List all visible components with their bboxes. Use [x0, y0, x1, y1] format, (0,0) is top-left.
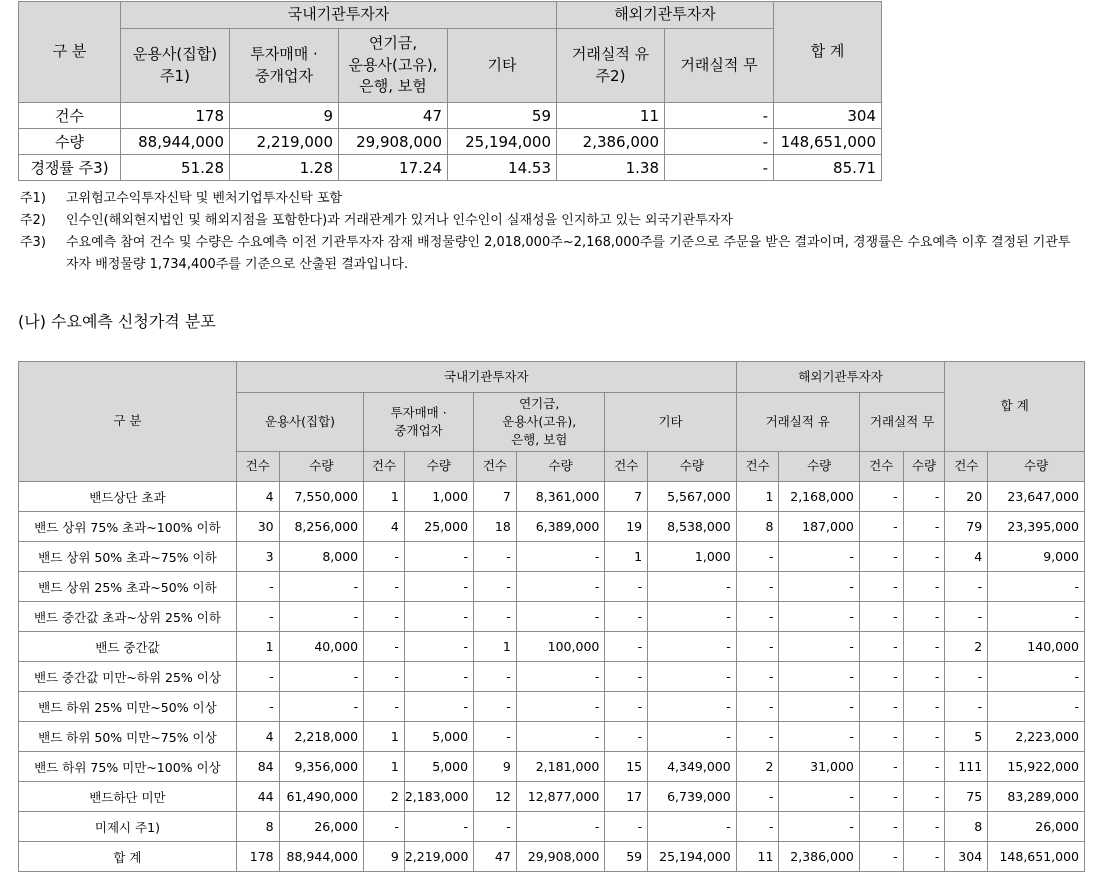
table-cell: 59: [605, 842, 648, 872]
table-cell: -: [779, 782, 859, 812]
table-cell: -: [859, 722, 903, 752]
table-cell: 20: [945, 482, 988, 512]
row-header: 구 분: [19, 362, 237, 482]
table-cell: 2,386,000: [779, 842, 859, 872]
table-cell: -: [736, 572, 779, 602]
row-label: 밴드상단 초과: [19, 482, 237, 512]
foreign-header: 해외기관투자자: [736, 362, 945, 393]
table-cell: 26,000: [279, 812, 364, 842]
table-cell: 111: [945, 752, 988, 782]
table-cell: -: [736, 722, 779, 752]
table-cell: 11: [557, 103, 665, 129]
table-cell: -: [648, 812, 737, 842]
table-cell: -: [404, 572, 473, 602]
table-cell: -: [516, 812, 605, 842]
table-cell: 44: [236, 782, 279, 812]
table-cell: -: [236, 572, 279, 602]
footnote-text: 인수인(해외현지법인 및 해외지점을 포함한다)과 거래관계가 있거나 인수인이 실재성을 인지하고 있는 외국기관투자자: [66, 213, 733, 228]
table-cell: 23,647,000: [988, 482, 1085, 512]
table-cell: -: [364, 632, 405, 662]
table-cell: 31,000: [779, 752, 859, 782]
table-cell: 75: [945, 782, 988, 812]
table-cell: -: [859, 782, 903, 812]
table-cell: 5,000: [404, 752, 473, 782]
table-cell: 18: [474, 512, 517, 542]
footnote: [20, 210, 1080, 232]
table-row: [19, 632, 1085, 662]
table-cell: 1: [236, 632, 279, 662]
table-cell: -: [859, 632, 903, 662]
group-header: 연기금, 운용사(고유), 은행, 보험: [474, 393, 605, 452]
footnote-text: 수요예측 참여 건수 및 수량은 수요예측 이전 기관투자자 잠재 배정물량인 2,018,000주~2,168,000주를 기준으로 주문을 받은 결과이며, 경쟁률은 수요예측 이후 결정된 기관투자자 배정물량 1,734,400주를 기준으로 산출된 결과입니다.: [66, 235, 1071, 272]
table-cell: 8,538,000: [648, 512, 737, 542]
total-header: 합 계: [774, 2, 882, 103]
domestic-header: 국내기관투자자: [236, 362, 736, 393]
table-cell: 83,289,000: [988, 782, 1085, 812]
group-header: 투자매매 · 중개업자: [364, 393, 474, 452]
table-cell: -: [779, 722, 859, 752]
table-cell: 8: [236, 812, 279, 842]
table-cell: 1.28: [230, 155, 339, 181]
table-cell: -: [364, 602, 405, 632]
table-cell: 4: [236, 722, 279, 752]
row-label: 밴드 상위 75% 초과~100% 이하: [19, 512, 237, 542]
footnote: [20, 232, 1080, 276]
table-row: [19, 722, 1085, 752]
table-cell: 2,218,000: [279, 722, 364, 752]
row-label: 미제시 주1): [19, 812, 237, 842]
footnote-key: 주2): [20, 213, 46, 228]
table-cell: 140,000: [988, 632, 1085, 662]
table-row: [19, 812, 1085, 842]
table-cell: 12,877,000: [516, 782, 605, 812]
count-header: 건수: [605, 452, 648, 482]
table-cell: 2,219,000: [230, 129, 339, 155]
column-header: 투자매매 · 중개업자: [230, 29, 339, 103]
table-row: [19, 103, 882, 129]
table-cell: -: [648, 632, 737, 662]
row-label: 밴드 중간값: [19, 632, 237, 662]
table-cell: -: [236, 602, 279, 632]
table-cell: -: [859, 752, 903, 782]
table-cell: -: [779, 602, 859, 632]
table-cell: 47: [474, 842, 517, 872]
table-cell: -: [648, 722, 737, 752]
table-row: [19, 129, 882, 155]
table-cell: -: [364, 812, 405, 842]
table-cell: 59: [448, 103, 557, 129]
table-row: [19, 602, 1085, 632]
row-label: 수량: [19, 129, 121, 155]
table-cell: -: [859, 842, 903, 872]
table-cell: -: [364, 662, 405, 692]
table-cell: -: [516, 662, 605, 692]
table-cell: -: [859, 542, 903, 572]
table-cell: 1: [364, 722, 405, 752]
table-cell: -: [945, 572, 988, 602]
table-cell: 88,944,000: [279, 842, 364, 872]
table-cell: 88,944,000: [121, 129, 230, 155]
foreign-header: 해외기관투자자: [557, 2, 774, 29]
count-header: 건수: [236, 452, 279, 482]
table-cell: 1: [736, 482, 779, 512]
table-cell: 7,550,000: [279, 482, 364, 512]
table-cell: -: [903, 722, 945, 752]
table-cell: -: [474, 722, 517, 752]
table-cell: -: [605, 602, 648, 632]
table-cell: -: [364, 692, 405, 722]
total-header: 합 계: [945, 362, 1085, 452]
table-cell: -: [903, 662, 945, 692]
table-cell: 5,567,000: [648, 482, 737, 512]
table-cell: 4: [236, 482, 279, 512]
table-cell: -: [648, 572, 737, 602]
table-cell: -: [474, 662, 517, 692]
table-cell: -: [605, 662, 648, 692]
column-header: 운용사(집합) 주1): [121, 29, 230, 103]
table-cell: 178: [121, 103, 230, 129]
count-header: 건수: [736, 452, 779, 482]
table-cell: 2,183,000: [404, 782, 473, 812]
table-row: [19, 662, 1085, 692]
table-row: [19, 782, 1085, 812]
table-cell: 12: [474, 782, 517, 812]
group-header: 거래실적 유: [736, 393, 859, 452]
table-cell: 85.71: [774, 155, 882, 181]
table-cell: -: [605, 812, 648, 842]
table-cell: -: [903, 812, 945, 842]
qty-header: 수량: [648, 452, 737, 482]
table-cell: -: [903, 842, 945, 872]
table-cell: -: [859, 602, 903, 632]
table-cell: -: [364, 542, 405, 572]
table-cell: 2,219,000: [404, 842, 473, 872]
table-cell: -: [404, 692, 473, 722]
table-cell: -: [779, 542, 859, 572]
table-cell: -: [859, 572, 903, 602]
qty-header: 수량: [404, 452, 473, 482]
table-cell: -: [988, 602, 1085, 632]
qty-header: 수량: [779, 452, 859, 482]
table-cell: 7: [605, 482, 648, 512]
table-cell: -: [779, 572, 859, 602]
table-cell: -: [279, 602, 364, 632]
group-header: 거래실적 무: [859, 393, 945, 452]
table-cell: -: [736, 692, 779, 722]
table-cell: 2,223,000: [988, 722, 1085, 752]
qty-header: 수량: [516, 452, 605, 482]
table-cell: -: [605, 692, 648, 722]
table-cell: 100,000: [516, 632, 605, 662]
qty-header: 수량: [988, 452, 1085, 482]
footnotes: [20, 188, 1080, 276]
table-cell: 25,194,000: [448, 129, 557, 155]
table-cell: -: [736, 632, 779, 662]
table-cell: -: [474, 692, 517, 722]
table-cell: -: [279, 572, 364, 602]
group-header: 기타: [605, 393, 736, 452]
table-cell: -: [648, 602, 737, 632]
table-cell: 14.53: [448, 155, 557, 181]
table-cell: -: [736, 782, 779, 812]
row-label: 밴드 상위 50% 초과~75% 이하: [19, 542, 237, 572]
table-cell: 17.24: [339, 155, 448, 181]
footnote: [20, 188, 1080, 210]
table-cell: -: [988, 662, 1085, 692]
table-cell: -: [736, 602, 779, 632]
table-row: [19, 842, 1085, 872]
table-cell: -: [779, 632, 859, 662]
table-cell: -: [988, 692, 1085, 722]
table-cell: -: [474, 812, 517, 842]
table-cell: 1: [605, 542, 648, 572]
table-cell: -: [859, 482, 903, 512]
row-header: 구 분: [19, 2, 121, 103]
table-cell: 2: [364, 782, 405, 812]
table-cell: -: [859, 512, 903, 542]
table-cell: -: [474, 542, 517, 572]
table-cell: 47: [339, 103, 448, 129]
table-cell: -: [903, 602, 945, 632]
table-cell: -: [648, 662, 737, 692]
table-cell: -: [779, 662, 859, 692]
table-cell: 11: [736, 842, 779, 872]
table-cell: 15: [605, 752, 648, 782]
group-header: 운용사(집합): [236, 393, 363, 452]
table-cell: -: [779, 692, 859, 722]
table-cell: -: [665, 129, 774, 155]
table-cell: -: [665, 103, 774, 129]
table-cell: -: [903, 632, 945, 662]
table-cell: 8,361,000: [516, 482, 605, 512]
table-cell: 2,181,000: [516, 752, 605, 782]
table-cell: -: [236, 692, 279, 722]
table-cell: 29,908,000: [339, 129, 448, 155]
table-cell: 7: [474, 482, 517, 512]
table-cell: 9: [364, 842, 405, 872]
table-cell: -: [279, 662, 364, 692]
table-cell: -: [474, 602, 517, 632]
table-cell: -: [474, 572, 517, 602]
table-cell: -: [516, 692, 605, 722]
table-cell: -: [903, 782, 945, 812]
row-label: 밴드 중간값 초과~상위 25% 이하: [19, 602, 237, 632]
table-cell: -: [236, 662, 279, 692]
table-cell: 40,000: [279, 632, 364, 662]
table-cell: 29,908,000: [516, 842, 605, 872]
table-cell: 148,651,000: [988, 842, 1085, 872]
table-cell: 2: [945, 632, 988, 662]
table-cell: -: [988, 572, 1085, 602]
table-cell: 187,000: [779, 512, 859, 542]
table-cell: 1: [364, 482, 405, 512]
table-cell: -: [945, 602, 988, 632]
table-cell: 5: [945, 722, 988, 752]
footnote-key: 주3): [20, 235, 46, 250]
row-label: 경쟁률 주3): [19, 155, 121, 181]
table-cell: -: [903, 482, 945, 512]
competition-summary-table: [18, 1, 882, 181]
table-row: [19, 572, 1085, 602]
price-distribution-table: [18, 361, 1085, 872]
table-cell: 9: [474, 752, 517, 782]
count-header: 건수: [945, 452, 988, 482]
table-cell: 23,395,000: [988, 512, 1085, 542]
table-cell: 1: [364, 752, 405, 782]
count-header: 건수: [859, 452, 903, 482]
table-cell: -: [736, 542, 779, 572]
table-row: [19, 692, 1085, 722]
table-cell: 148,651,000: [774, 129, 882, 155]
table-cell: -: [279, 692, 364, 722]
table-cell: -: [736, 812, 779, 842]
table-cell: 8,256,000: [279, 512, 364, 542]
table-cell: 4: [945, 542, 988, 572]
table-cell: 25,194,000: [648, 842, 737, 872]
table-cell: -: [736, 662, 779, 692]
row-label: 밴드 하위 75% 미만~100% 이상: [19, 752, 237, 782]
table-cell: -: [903, 752, 945, 782]
domestic-header: 국내기관투자자: [121, 2, 557, 29]
table-cell: -: [605, 632, 648, 662]
table-cell: -: [605, 722, 648, 752]
table-cell: -: [945, 662, 988, 692]
table-cell: -: [859, 692, 903, 722]
row-label: 밴드하단 미만: [19, 782, 237, 812]
qty-header: 수량: [279, 452, 364, 482]
table-cell: -: [516, 542, 605, 572]
table-cell: 25,000: [404, 512, 473, 542]
table-cell: 17: [605, 782, 648, 812]
table-cell: 3: [236, 542, 279, 572]
table-cell: -: [859, 662, 903, 692]
table-cell: 1: [474, 632, 517, 662]
table-cell: 61,490,000: [279, 782, 364, 812]
table-cell: -: [404, 632, 473, 662]
table-cell: -: [945, 692, 988, 722]
table-row: [19, 155, 882, 181]
column-header: 거래실적 무: [665, 29, 774, 103]
table-cell: -: [779, 812, 859, 842]
table-cell: 2: [736, 752, 779, 782]
table-cell: 6,389,000: [516, 512, 605, 542]
table-cell: 4,349,000: [648, 752, 737, 782]
table-cell: -: [665, 155, 774, 181]
row-label: 건수: [19, 103, 121, 129]
table-row: [19, 542, 1085, 572]
table-cell: -: [605, 572, 648, 602]
table-cell: -: [859, 812, 903, 842]
section-title: (나) 수요예측 신청가격 분포: [18, 312, 216, 331]
table-cell: -: [903, 572, 945, 602]
table-cell: 9,000: [988, 542, 1085, 572]
table-cell: 84: [236, 752, 279, 782]
table-cell: 1,000: [648, 542, 737, 572]
table-cell: -: [404, 812, 473, 842]
footnote-key: 주1): [20, 191, 46, 206]
row-label: 밴드 상위 25% 초과~50% 이하: [19, 572, 237, 602]
row-label: 밴드 중간값 미만~하위 25% 이상: [19, 662, 237, 692]
table-cell: 304: [774, 103, 882, 129]
table-cell: 30: [236, 512, 279, 542]
column-header: 연기금, 운용사(고유), 은행, 보험: [339, 29, 448, 103]
table-cell: 15,922,000: [988, 752, 1085, 782]
table-cell: -: [903, 692, 945, 722]
row-label: 밴드 하위 25% 미만~50% 이상: [19, 692, 237, 722]
row-label: 밴드 하위 50% 미만~75% 이상: [19, 722, 237, 752]
table-row: [19, 482, 1085, 512]
table-cell: 8,000: [279, 542, 364, 572]
footnote-text: 고위험고수익투자신탁 및 벤처기업투자신탁 포함: [66, 191, 343, 206]
table-cell: -: [516, 572, 605, 602]
table-cell: -: [903, 512, 945, 542]
table-cell: -: [648, 692, 737, 722]
table-cell: -: [404, 662, 473, 692]
count-header: 건수: [364, 452, 405, 482]
table-cell: -: [516, 602, 605, 632]
table-cell: 1.38: [557, 155, 665, 181]
table-row: [19, 752, 1085, 782]
table-cell: 8: [736, 512, 779, 542]
qty-header: 수량: [903, 452, 945, 482]
table-cell: -: [404, 602, 473, 632]
table-cell: 19: [605, 512, 648, 542]
table-cell: 2,386,000: [557, 129, 665, 155]
table-row: [19, 512, 1085, 542]
table-cell: 6,739,000: [648, 782, 737, 812]
table-cell: 4: [364, 512, 405, 542]
table-cell: 9,356,000: [279, 752, 364, 782]
column-header: 거래실적 유 주2): [557, 29, 665, 103]
table-cell: -: [364, 572, 405, 602]
table-cell: 178: [236, 842, 279, 872]
table-cell: 79: [945, 512, 988, 542]
column-header: 기타: [448, 29, 557, 103]
table-cell: -: [516, 722, 605, 752]
table-cell: 26,000: [988, 812, 1085, 842]
table-cell: 304: [945, 842, 988, 872]
table-cell: 2,168,000: [779, 482, 859, 512]
table-cell: 8: [945, 812, 988, 842]
table-cell: 1,000: [404, 482, 473, 512]
table-cell: 51.28: [121, 155, 230, 181]
table-cell: 5,000: [404, 722, 473, 752]
table-cell: -: [903, 542, 945, 572]
row-label: 합 계: [19, 842, 237, 872]
table-cell: -: [404, 542, 473, 572]
table-cell: 9: [230, 103, 339, 129]
count-header: 건수: [474, 452, 517, 482]
